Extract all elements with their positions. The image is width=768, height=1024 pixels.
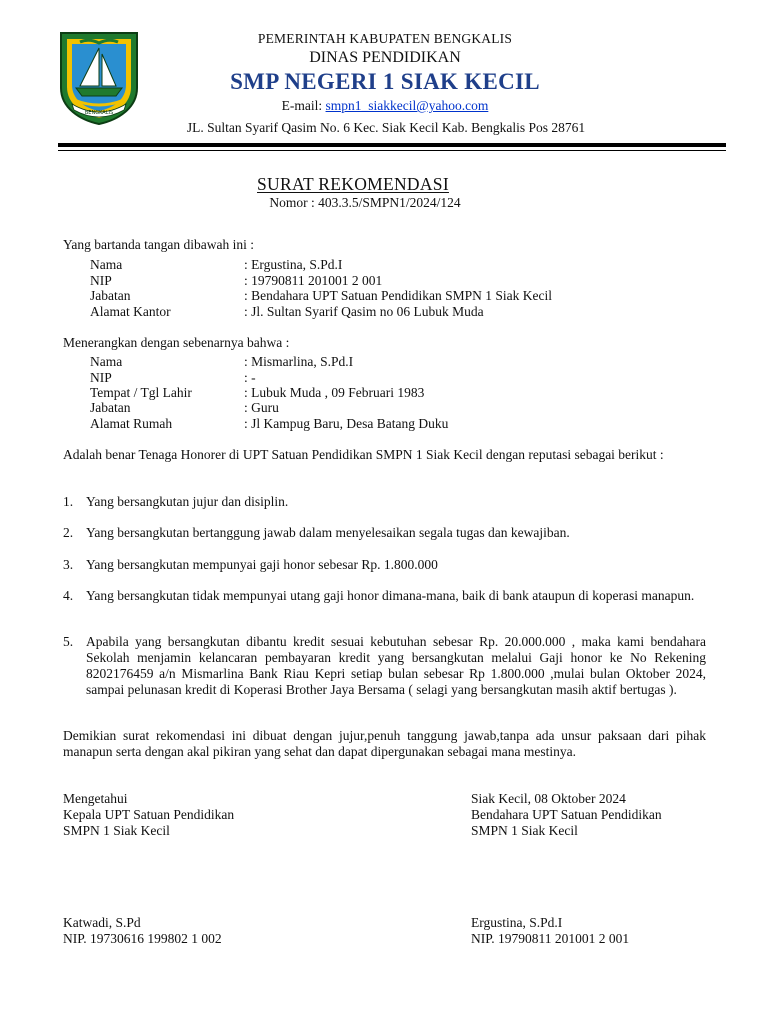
list-text: Yang bersangkutan tidak mempunyai utang gaji honor dimana-mana, baik di bank ataupun di koperasi manapun. [86, 588, 695, 603]
signature-left-name [63, 915, 222, 947]
field-value: : Jl. Sultan Syarif Qasim no 06 Lubuk Muda [244, 304, 484, 319]
signature-line: Bendahara UPT Satuan Pendidikan [471, 807, 662, 822]
subject-intro: Menerangkan dengan sebenarnya bahwa : [63, 335, 290, 350]
signature-left [63, 791, 234, 839]
signature-line: Kepala UPT Satuan Pendidikan [63, 807, 235, 822]
signature-line: SMPN 1 Siak Kecil [471, 823, 578, 838]
field-label: NIP [90, 370, 112, 385]
signer-intro: Yang bartanda tangan dibawah ini : [63, 237, 254, 252]
list-number: 3. [63, 557, 74, 572]
list-number: 4. [63, 588, 74, 603]
subject-row [90, 400, 279, 416]
subject-row [90, 416, 449, 432]
field-label: Alamat Rumah [90, 416, 173, 431]
government-name: PEMERINTAH KABUPATEN BENGKALIS [257, 31, 513, 46]
field-value: : Guru [244, 400, 279, 415]
field-value: : Bendahara UPT Satuan Pendidikan SMPN 1 Siak Kecil [244, 288, 552, 303]
school-name: SMP NEGERI 1 SIAK KECIL [230, 69, 540, 94]
field-value: : Jl Kampug Baru, Desa Batang Duku [244, 416, 449, 431]
signer-row [90, 273, 383, 289]
list-text: Yang bersangkutan mempunyai gaji honor sebesar Rp. 1.800.000 [86, 557, 438, 572]
field-label: Nama [90, 354, 123, 369]
letterhead-divider-thin [58, 150, 726, 151]
letter-title [0, 174, 706, 195]
field-value: : 19790811 201001 2 001 [244, 273, 383, 288]
letterhead-divider-thick [58, 143, 726, 147]
signer-row [90, 288, 552, 304]
signature-line: SMPN 1 Siak Kecil [63, 823, 170, 838]
signature-line: Mengetahui [63, 791, 128, 806]
office-name: DINAS PENDIDIKAN [309, 49, 461, 66]
signer-nip: NIP. 19730616 199802 1 002 [63, 931, 222, 946]
email-link[interactable]: smpn1_siakkecil@yahoo.com [325, 98, 489, 113]
list-text: Yang bersangkutan bertanggung jawab dalam menyelesaikan segala tugas dan kewajiban. [86, 525, 570, 540]
email-line [150, 97, 620, 115]
email-label: E-mail: [281, 98, 323, 113]
letter-number: Nomor : 403.3.5/SMPN1/2024/124 [269, 195, 461, 210]
school-address: JL. Sultan Syarif Qasim No. 6 Kec. Siak Kecil Kab. Bengkalis Pos 28761 [186, 120, 586, 135]
letterhead [150, 30, 620, 115]
field-value: : Mismarlina, S.Pd.I [244, 354, 354, 369]
field-label: NIP [90, 273, 112, 288]
field-label: Jabatan [90, 288, 131, 303]
field-label: Alamat Kantor [90, 304, 171, 319]
field-label: Tempat / Tgl Lahir [90, 385, 192, 400]
bengkalis-regency-crest-icon [58, 30, 140, 126]
signer-name: Ergustina, S.Pd.I [471, 915, 563, 930]
field-value: : Ergustina, S.Pd.I [244, 257, 343, 272]
list-number: 2. [63, 525, 74, 540]
subject-row [90, 385, 425, 401]
logo-banner-text: BENGKALIS [84, 110, 114, 116]
subject-row [90, 370, 256, 386]
field-value: : Lubuk Muda , 09 Februari 1983 [244, 385, 425, 400]
field-label: Nama [90, 257, 123, 272]
list-text: Yang bersangkutan jujur dan disiplin. [86, 494, 289, 509]
signer-name: Katwadi, S.Pd [63, 915, 141, 930]
list-text: Apabila yang bersangkutan dibantu kredit sesuai kebutuhan sebesar Rp. 20.000.000 , maka kami bendahara Sekolah menjamin kelancaran pembayaran kredit yang bersangkutan melalui Gaji honor ke No Rekening 8202176459 a/n Mismarlina Bank Riau Kepri setiap bulan sebesar Rp 1.800.000 ,mulai bulan Oktober 2024, sampai pelunasan kredit di Koperasi Brother Jaya Bersama ( selagi yang bersangkutan masih aktif bertugas ). [86, 634, 706, 697]
signature-right-name [471, 915, 629, 947]
subject-row [90, 354, 354, 370]
signer-row [90, 304, 484, 320]
field-value: : - [244, 370, 256, 385]
list-number: 5. [63, 634, 74, 649]
signature-right [471, 791, 662, 839]
closing-paragraph: Demikian surat rekomendasi ini dibuat dengan jujur,penuh tanggung jawab,tanpa ada unsur paksaan dari pihak manapun serta dengan akal pikiran yang sehat dan dapat dipergunakan sebagai mana mestinya. [63, 728, 706, 759]
field-label: Jabatan [90, 400, 131, 415]
list-number: 1. [63, 494, 74, 509]
signer-row [90, 257, 343, 273]
signer-nip: NIP. 19790811 201001 2 001 [471, 931, 630, 946]
statement-paragraph: Adalah benar Tenaga Honorer di UPT Satuan Pendidikan SMPN 1 Siak Kecil dengan reputasi sebagai berikut : [63, 447, 664, 462]
signature-line: Siak Kecil, 08 Oktober 2024 [471, 791, 626, 806]
letter-title-text: SURAT REKOMENDASI [257, 174, 449, 194]
